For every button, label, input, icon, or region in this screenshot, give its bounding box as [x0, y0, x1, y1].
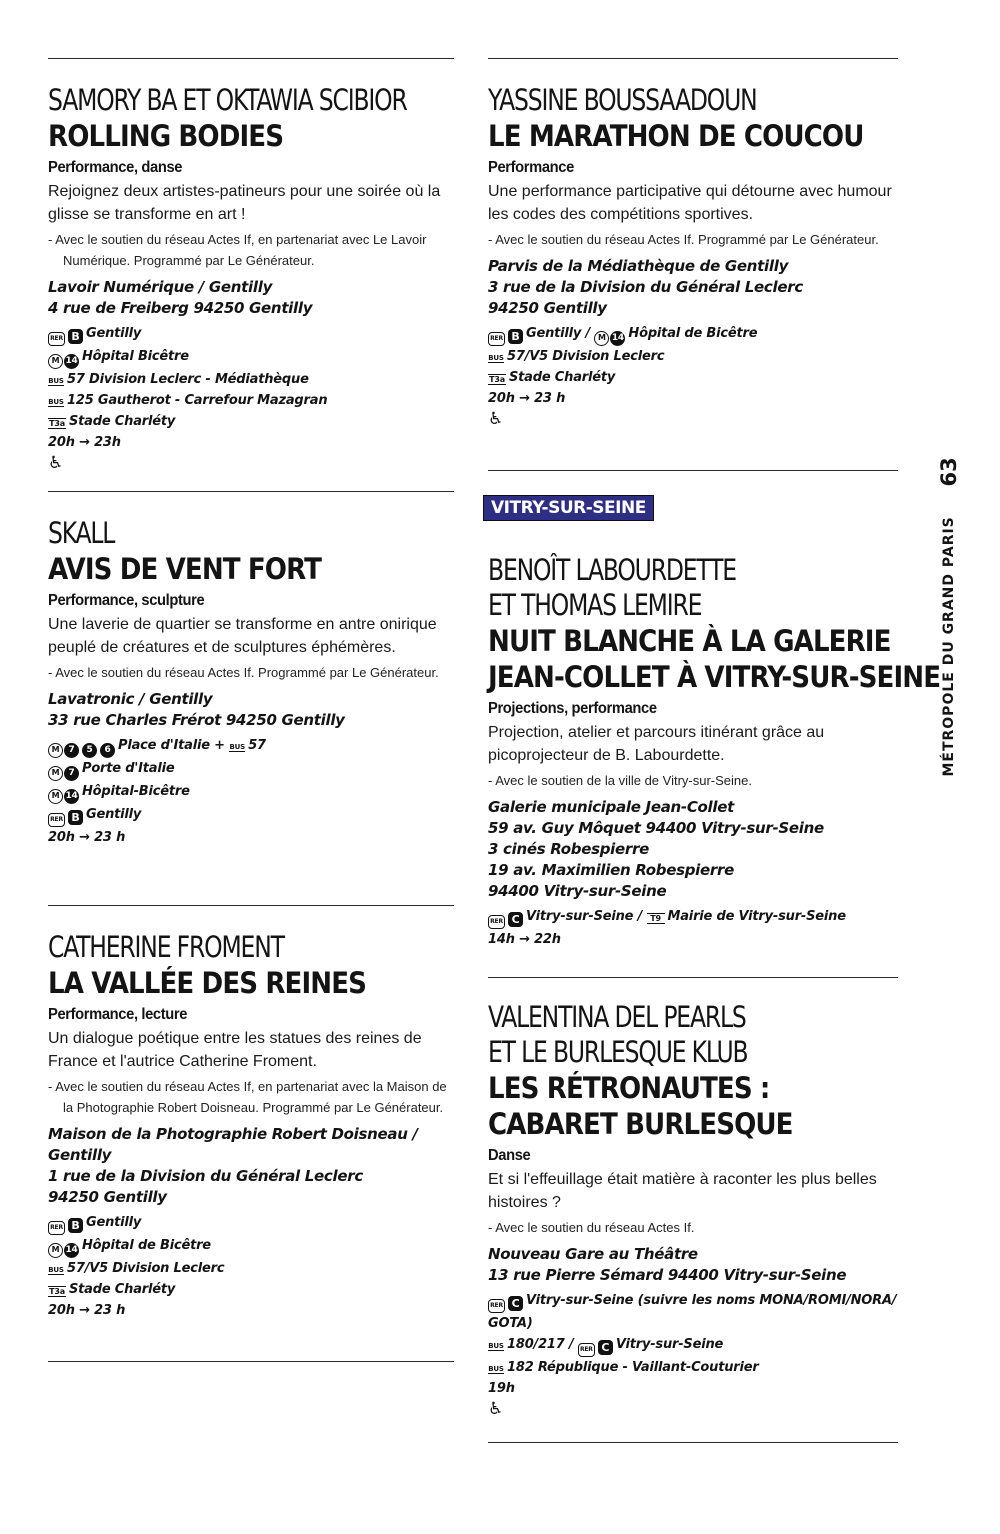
stop-name: Gentilly /: [526, 326, 591, 341]
event-les-retronautes: [488, 1000, 898, 1419]
venue-name: 3 cinés Robespierre: [488, 840, 649, 858]
venue-address: 4 rue de Freiberg 94250 Gentilly: [48, 299, 313, 317]
transport-rer: [488, 1290, 898, 1313]
stop-name: Stade Charléty: [69, 1282, 176, 1297]
event-artist: BENOÎT LABOURDETTE: [488, 553, 736, 587]
transport-rer-tram: [488, 906, 898, 929]
metro-icon: M: [594, 331, 609, 346]
event-title: CABARET BURLESQUE: [488, 1107, 793, 1141]
transport-tram: [48, 411, 454, 432]
event-description: Une performance participative qui détourne avec humour les codes des compétitions sportives.: [488, 183, 892, 223]
event-note: - Avec le soutien de la ville de Vitry-sur-Seine.: [488, 773, 752, 788]
metro-icon: M: [48, 766, 63, 781]
event-title: LE MARATHON DE COUCOU: [488, 119, 864, 153]
venue-name: Nouveau Gare au Théâtre: [488, 1245, 698, 1263]
event-le-marathon-de-coucou: [488, 58, 898, 429]
event-category: Danse: [488, 1147, 531, 1164]
event-artist: VALENTINA DEL PEARLS: [488, 1000, 746, 1034]
event-artist: ET THOMAS LEMIRE: [488, 588, 702, 622]
line-b-icon: B: [68, 810, 83, 825]
event-artist: SKALL: [48, 516, 115, 550]
venue-city: 94250 Gentilly: [488, 299, 607, 317]
divider: [48, 58, 454, 59]
side-title: MÉTROPOLE DU GRAND PARIS: [941, 516, 957, 777]
event-description: Rejoignez deux artistes-patineurs pour une soirée où la glisse se transforme en art !: [48, 183, 441, 223]
page-number: 63: [937, 457, 961, 487]
rer-icon: RER: [48, 813, 65, 827]
event-category: Performance, lecture: [48, 1006, 188, 1023]
line-5-icon: 5: [82, 743, 97, 758]
venue-address: 59 av. Guy Môquet 94400 Vitry-sur-Seine: [488, 819, 824, 837]
stop-name: Porte d'Italie: [82, 761, 175, 776]
event-hours: 19h: [488, 1381, 515, 1396]
divider: [488, 470, 898, 471]
section-tag: VITRY-SUR-SEINE: [483, 495, 654, 521]
transport-rer: [48, 1212, 454, 1235]
tram-icon: T3a: [49, 419, 65, 428]
bus-icon: BUS: [48, 377, 64, 385]
bus-line: 57: [248, 738, 266, 753]
metro-icon: M: [48, 743, 63, 758]
event-title: LES RÉTRONAUTES :: [488, 1071, 770, 1105]
rer-icon: RER: [578, 1343, 595, 1357]
stop-name: Vitry-sur-Seine /: [526, 909, 643, 924]
line-c-icon: C: [508, 912, 523, 927]
line-6-icon: 6: [100, 743, 115, 758]
event-location: [48, 689, 454, 731]
stop-name: Stade Charléty: [69, 414, 176, 429]
event-artist: SAMORY BA ET OKTAWIA SCIBIOR: [48, 83, 407, 117]
bus-icon: BUS: [488, 1365, 504, 1373]
transport-metro: [48, 1235, 454, 1258]
divider: [488, 1442, 898, 1443]
divider: [48, 491, 454, 492]
event-title: LA VALLÉE DES REINES: [48, 966, 367, 1000]
event-description: Une laverie de quartier se transforme en antre onirique peuplé de créatures et de sculptures éphémères.: [48, 616, 437, 656]
line-7-icon: 7: [64, 766, 79, 781]
line-14-icon: 14: [64, 354, 79, 369]
stop-name: Hôpital Bicêtre: [82, 349, 189, 364]
bus-icon: BUS: [48, 398, 64, 406]
transport-bus: [488, 346, 898, 367]
divider: [488, 58, 898, 59]
transport-bus: [48, 390, 454, 411]
event-note: - Avec le soutien du réseau Actes If.: [488, 1220, 695, 1235]
event-location: [488, 256, 898, 319]
venue-name: Lavoir Numérique / Gentilly: [48, 278, 273, 296]
metro-icon: M: [48, 789, 63, 804]
event-avis-de-vent-fort: [48, 491, 454, 848]
stop-name: 57/V5 Division Leclerc: [67, 1261, 225, 1276]
accessibility-icon: ♿: [488, 409, 504, 429]
venue-address: 3 rue de la Division du Général Leclerc: [488, 278, 803, 296]
stop-name: 182 République - Vaillant-Couturier: [507, 1360, 759, 1375]
stop-name: Place d'Italie +: [118, 738, 225, 753]
stop-name: Mairie de Vitry-sur-Seine: [667, 909, 846, 924]
transport-bus: [488, 1357, 898, 1378]
metro-icon: M: [48, 354, 63, 369]
line-b-icon: B: [508, 329, 523, 344]
event-title: NUIT BLANCHE À LA GALERIE: [488, 624, 891, 658]
tram-icon: T3a: [49, 1287, 65, 1296]
event-la-vallee-des-reines: [48, 905, 454, 1321]
line-14-icon: 14: [64, 789, 79, 804]
event-artist: YASSINE BOUSSAADOUN: [488, 83, 757, 117]
divider: [48, 905, 454, 906]
transport-tram: [488, 367, 898, 388]
line-14-icon: 14: [610, 331, 625, 346]
transport-rer: [48, 323, 454, 346]
event-hours: 14h → 22h: [488, 932, 561, 947]
line-b-icon: B: [68, 1218, 83, 1233]
venue-city: 94250 Gentilly: [48, 1188, 167, 1206]
event-location: [488, 1244, 898, 1286]
venue-name: Lavatronic / Gentilly: [48, 690, 213, 708]
event-category: Performance, danse: [48, 159, 183, 176]
line-c-icon: C: [598, 1340, 613, 1355]
line-c-icon: C: [508, 1296, 523, 1311]
event-location: [488, 797, 898, 902]
line-14-icon: 14: [64, 1243, 79, 1258]
rer-icon: RER: [48, 1221, 65, 1235]
transport-metro: [48, 735, 454, 758]
stop-name: Gentilly: [86, 326, 142, 341]
venue-name: Parvis de la Médiathèque de Gentilly: [488, 257, 789, 275]
side-banner: [937, 457, 961, 777]
event-category: Performance: [488, 159, 574, 176]
event-category: Projections, performance: [488, 700, 657, 717]
stop-name: 57 Division Leclerc - Médiathèque: [67, 372, 309, 387]
stop-name: Hôpital de Bicêtre: [82, 1238, 211, 1253]
transport-bus-rer: [488, 1334, 898, 1357]
stop-name: Vitry-sur-Seine: [615, 1337, 724, 1352]
transport-bus: [48, 369, 454, 390]
transport-metro: [48, 346, 454, 369]
transport-rer: [48, 804, 454, 827]
venue-city: 94400 Vitry-sur-Seine: [488, 882, 667, 900]
event-note: - Avec le soutien du réseau Actes If. Programmé par Le Générateur.: [48, 665, 439, 680]
event-hours: 20h → 23 h: [488, 391, 566, 406]
transport-bus: [48, 1258, 454, 1279]
transport-rer-metro: [488, 323, 898, 346]
stop-name: Gentilly: [86, 1215, 142, 1230]
transport-tram: [48, 1279, 454, 1300]
bus-icon: BUS: [488, 354, 504, 362]
event-location: [48, 1124, 454, 1208]
stop-name: Hôpital-Bicêtre: [82, 784, 190, 799]
event-description: Projection, atelier et parcours itinérant grâce au picoprojecteur de B. Labourdette.: [488, 724, 825, 764]
venue-address: 13 rue Pierre Sémard 94400 Vitry-sur-Seine: [488, 1266, 847, 1284]
venue-name: Maison de la Photographie Robert Doisneau / Gentilly: [48, 1125, 418, 1164]
accessibility-icon: ♿: [48, 453, 64, 473]
event-title: JEAN-COLLET À VITRY-SUR-SEINE: [488, 660, 941, 694]
event-artist: CATHERINE FROMENT: [48, 930, 284, 964]
event-note: - Avec le soutien du réseau Actes If, en partenariat avec Le Lavoir Numérique. Programmé par Le Générateur.: [48, 232, 427, 268]
transport-metro: [48, 781, 454, 804]
stop-name: Gentilly: [86, 807, 142, 822]
stop-name: Vitry-sur-Seine (suivre les noms MONA/ROMI/NORA/: [526, 1293, 897, 1308]
event-title: ROLLING BODIES: [48, 119, 284, 153]
event-category: Performance, sculpture: [48, 592, 205, 609]
stop-name: Stade Charléty: [509, 370, 616, 385]
event-rolling-bodies: [48, 58, 454, 473]
line-7-icon: 7: [64, 743, 79, 758]
stop-name: 180/217 /: [507, 1337, 574, 1352]
divider: [48, 1361, 454, 1362]
stop-name: 57/V5 Division Leclerc: [507, 349, 665, 364]
transport-metro: [48, 758, 454, 781]
event-location: [48, 277, 454, 319]
transport-rer-cont: GOTA): [488, 1316, 533, 1331]
bus-icon: BUS: [48, 1266, 64, 1274]
venue-address: 33 rue Charles Frérot 94250 Gentilly: [48, 711, 345, 729]
event-description: Un dialogue poétique entre les statues des reines de France et l'autrice Catherine Froment.: [48, 1030, 422, 1070]
event-artist: ET LE BURLESQUE KLUB: [488, 1035, 748, 1069]
event-nuit-blanche-galerie: [488, 553, 941, 950]
venue-name: Galerie municipale Jean-Collet: [488, 798, 734, 816]
event-hours: 20h → 23 h: [48, 830, 126, 845]
event-note: - Avec le soutien du réseau Actes If. Programmé par Le Générateur.: [488, 232, 879, 247]
accessibility-icon: ♿: [488, 1399, 504, 1419]
bus-icon: BUS: [229, 743, 245, 751]
event-note: - Avec le soutien du réseau Actes If, en partenariat avec la Maison de la Photographie Robert Doisneau. Programmé par Le Générateur.: [48, 1079, 447, 1115]
rer-icon: RER: [488, 332, 505, 346]
tram-icon: T9: [647, 913, 665, 924]
rer-icon: RER: [48, 332, 65, 346]
divider: [488, 977, 898, 978]
line-b-icon: B: [68, 329, 83, 344]
event-hours: 20h → 23h: [48, 435, 121, 450]
event-title: AVIS DE VENT FORT: [48, 552, 322, 586]
event-hours: 20h → 23 h: [48, 1303, 126, 1318]
venue-address: 19 av. Maximilien Robespierre: [488, 861, 734, 879]
event-description: Et si l'effeuillage était matière à raconter les plus belles histoires ?: [488, 1171, 877, 1211]
stop-name: Hôpital de Bicêtre: [628, 326, 758, 341]
tram-icon: T3a: [489, 375, 505, 384]
rer-icon: RER: [488, 1299, 505, 1313]
venue-address: 1 rue de la Division du Général Leclerc: [48, 1167, 363, 1185]
metro-icon: M: [48, 1243, 63, 1258]
rer-icon: RER: [488, 915, 505, 929]
stop-name: 125 Gautherot - Carrefour Mazagran: [67, 393, 328, 408]
bus-icon: BUS: [488, 1342, 504, 1350]
